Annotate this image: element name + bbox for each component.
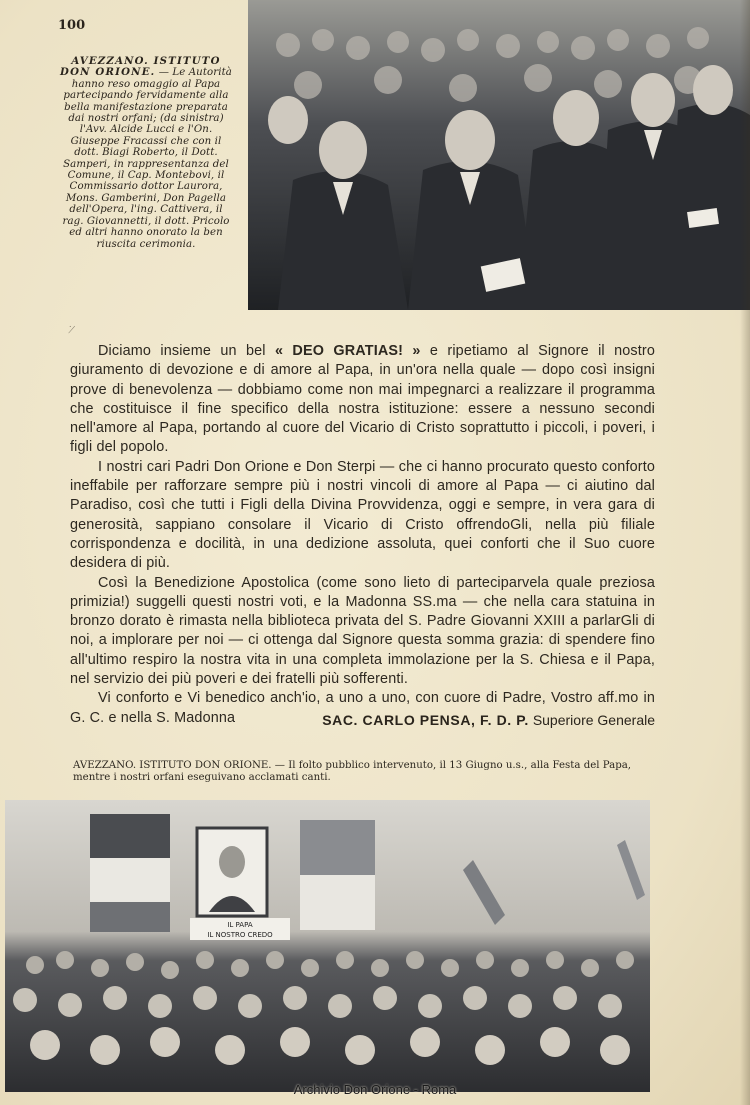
authorities-photo-image — [248, 0, 750, 310]
archive-watermark: Archivio Don Orione - Roma — [293, 1082, 457, 1097]
audience-photo — [5, 800, 650, 1092]
banner-text-line1: IL PAPA — [227, 921, 253, 929]
top-caption-text: — Le Autorità hanno reso omaggio al Papa partecipando fervidamente alla bella manifestazione preparata dai nostri orfani; (da sinistra) l'Avv. Alcide Lucci e l'On. Giuseppe Fracassi che con il dott. Biagi Roberto, il Dott. Samperi, in rappresentanza del Comune, il Cap. Montebovi, il Commissario dottor Laurora, Mons. Gamberini, Don Pagella dell'Opera, l'ing. Cattivera, il rag. Giovannetti, il dott. Pricolo ed altri hanno onorato la ben riuscita cerimonia. — [62, 67, 232, 250]
audience-photo-image — [5, 800, 650, 1092]
top-photo-caption — [58, 56, 234, 250]
signature-line — [70, 712, 655, 728]
signature-title: Superiore Generale — [532, 712, 655, 728]
bottom-photo-caption: AVEZZANO. ISTITUTO DON ORIONE. — Il folto pubblico intervenuto, il 13 Giugno u.s., alla Festa del Papa, mentre i nostri orfani eseguivano acclamati canti. — [73, 760, 632, 783]
authorities-photo — [248, 0, 750, 310]
signature-name: SAC. CARLO PENSA, F. D. P. — [322, 712, 529, 728]
page-edge-shadow — [740, 0, 750, 1105]
letter-paragraph-3: Così la Benedizione Apostolica (come sono lieto di parteciparvela quale preziosa primizia!) suggelli questi nostri voti, e la Madonna SS.ma — che nella cara statuina in bronzo dorato è rimasta nella biblioteca privata del S. Padre Giovanni XXIII a parlarGli di noi, a implorare per noi — ci ottenga dal Signore questa somma grazia: di spendere fino all'ultimo respiro la nostra vita in una completa immolazione per la S. Chiesa e il Papa, nel servizio dei più poveri e dei fratelli più sofferenti. — [70, 574, 655, 688]
banner-text-line2: IL NOSTRO CREDO — [207, 931, 273, 939]
deo-gratias-emphasis: « DEO GRATIAS! » — [274, 343, 421, 359]
top-caption-lead: AVEZZANO. ISTITUTO DON ORIONE. — [60, 55, 221, 79]
p1-before: Diciamo insieme un bel — [98, 343, 275, 359]
letter-paragraph-1 — [70, 342, 655, 458]
page-number: 100 — [58, 18, 86, 33]
letter-paragraph-4: Vi conforto e Vi benedico anch'io, a uno a uno, con cuore di Padre, Vostro aff.mo in G. C. e nella S. Madonna — [70, 690, 655, 726]
ink-mark: ˙ ̸ — [68, 326, 76, 336]
letter-body — [70, 342, 655, 728]
letter-paragraph-2: I nostri cari Padri Don Orione e Don Sterpi — che ci hanno procurato questo conforto ineffabile per rafforzare sempre più i nostri vincoli di amore al Papa — ci aiutino dal Paradiso, così che tutti i Figli della Divina Provvidenza, oggi e sempre, in vera gara di generosità, sappiano consolare il Vicario di Cristo offrendoGli, nella più filiale corrispondenza e docilità, in una dedizione assoluta, quei conforti che il Suo cuore desidera di più. — [70, 458, 655, 572]
p1-after: e ripetiamo al Signore il nostro giuramento di devozione e di amore al Papa, in un'ora nella quale — dopo così insigni prove di benevolenza — dobbiamo come non mai impegnarci a realizzare il programma che costituisce il fine specifico della nostra istituzione: essere a nessuno secondi nell'amore al Papa, portando al cuore del Vicario di Cristo soprattutto i piccoli, i poveri, i figli del popolo. — [70, 343, 655, 456]
